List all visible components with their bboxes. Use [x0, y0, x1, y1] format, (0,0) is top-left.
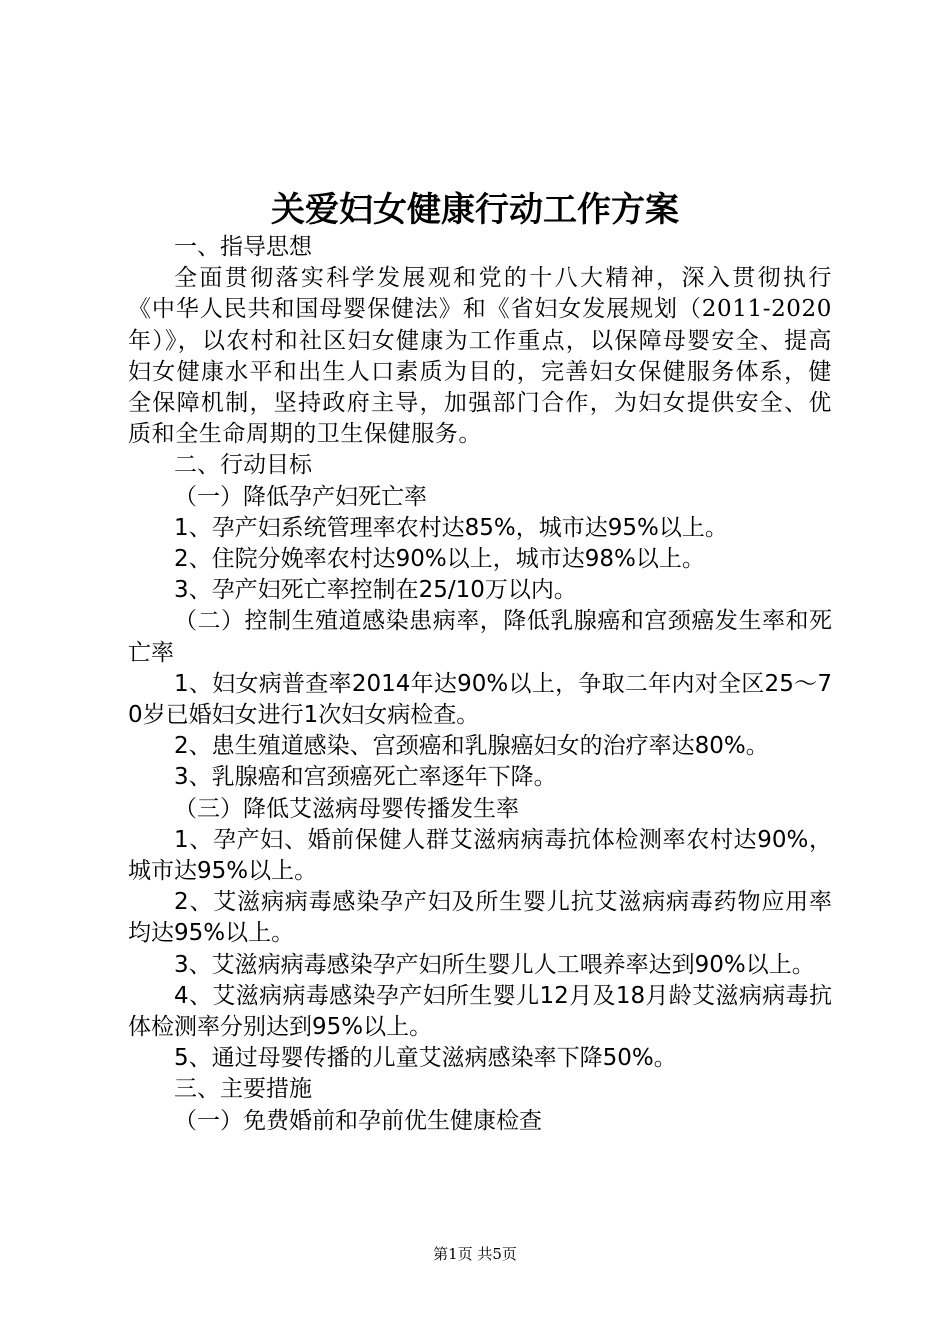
list-item: 2、患生殖道感染、宫颈癌和乳腺癌妇女的治疗率达80%。 — [174, 733, 769, 760]
list-item: 5、通过母婴传播的儿童艾滋病感染率下降50%。 — [174, 1045, 677, 1072]
section-heading-main-measures: 三、主要措施 — [174, 1076, 312, 1103]
list-item: 2、艾滋病病毒感染孕产妇及所生婴儿抗艾滋病病毒药物应用率均达95%以上。 — [128, 889, 832, 947]
section-heading-guiding-thought: 一、指导思想 — [174, 234, 312, 260]
list-item: 1、妇女病普查率2014年达90%以上，争取二年内对全区25～70岁已婚妇女进行1次妇女病检查。 — [128, 670, 832, 729]
list-item: 2、住院分娩率农村达90%以上，城市达98%以上。 — [174, 546, 705, 573]
subsection-heading-aids-transmission: （三）降低艾滋病母婴传播发生率 — [174, 795, 519, 822]
document-body — [128, 232, 832, 1137]
paragraph-guiding-thought: 全面贯彻落实科学发展观和党的十八大精神，深入贯彻执行《中华人民共和国母婴保健法》和《省妇女发展规划（2011-2020年）》，以农村和社区妇女健康为工作重点，以保障母婴安全、提高妇女健康水平和出生人口素质为目的，完善妇女保健服务体系，健全保障机制，坚持政府主导，加强部门合作，为妇女提供安全、优质和全生命周期的卫生保健服务。 — [128, 265, 832, 448]
list-item: 1、孕产妇、婚前保健人群艾滋病病毒抗体检测率农村达90%，城市达95%以上。 — [128, 826, 832, 885]
list-item: 3、孕产妇死亡率控制在25/10万以内。 — [174, 577, 577, 604]
subsection-heading-infection-cancer: （二）控制生殖道感染患病率，降低乳腺癌和宫颈癌发生率和死亡率 — [128, 608, 832, 666]
section-heading-action-goals: 二、行动目标 — [174, 452, 312, 479]
list-item: 1、孕产妇系统管理率农村达85%，城市达95%以上。 — [174, 514, 728, 541]
page-footer: 第1页 共5页 — [433, 1245, 517, 1263]
document-title: 关爱妇女健康行动工作方案 — [271, 190, 679, 230]
list-item: 4、艾滋病病毒感染孕产妇所生婴儿12月及18月龄艾滋病病毒抗体检测率分别达到95%以上。 — [128, 982, 832, 1041]
list-item: 3、乳腺癌和宫颈癌死亡率逐年下降。 — [174, 764, 557, 791]
list-item: 3、艾滋病病毒感染孕产妇所生婴儿人工喂养率达到90%以上。 — [174, 951, 815, 978]
subsection-heading-free-checkup: （一）免费婚前和孕前优生健康检查 — [174, 1107, 542, 1134]
subsection-heading-maternal-mortality: （一）降低孕产妇死亡率 — [174, 483, 427, 510]
